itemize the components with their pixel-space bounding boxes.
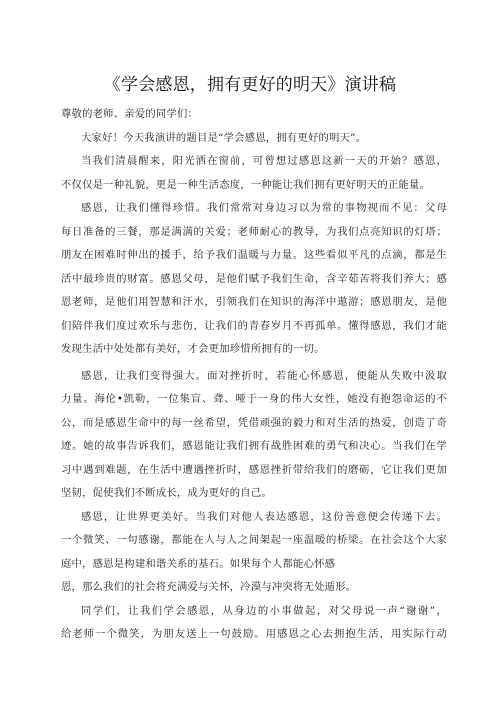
paragraph-3-line: 每日准备的三餐，那是满满的关爱；老师耐心的教导，为我们点亮知识的灯塔； [61, 225, 447, 238]
paragraph-3-line: 们陪伴我们度过欢乐与悲伤，让我们的青春岁月不再孤单。懂得感恩，我们才能 [61, 319, 447, 332]
paragraph-4-line: 坚韧，促使我们不断成长，成为更好的自己。 [61, 487, 272, 499]
document-title: 《学会感恩，拥有更好的明天》演讲稿 [103, 75, 397, 95]
paragraph-4-line: 力量。海伦•凯勒，一位集盲、聋、哑于一身的伟大女性，她没有抱怨命运的不 [61, 393, 447, 405]
paragraph-6-line: 给老师一个微笑，为朋友送上一句鼓励。用感恩之心去拥抱生活，用实际行动 [61, 628, 447, 640]
paragraph-1-line: 大家好！今天我演讲的题目是“学会感恩，拥有更好的明天”。 [81, 131, 367, 144]
paragraph-3-line: 发现生活中处处都有美好，才会更加珍惜所拥有的一切。 [61, 343, 325, 355]
speech-body [61, 103, 447, 647]
paragraph-5-line: 恩，那么我们的社会将充满爱与关怀，冷漠与冲突将无处遁形。 [61, 581, 357, 593]
paragraph-2-line: 不仅仅是一种礼貌，更是一种生活态度，一种能让我们拥有更好明天的正能量。 [61, 178, 431, 191]
paragraph-6-line: 同学们，让我们学会感恩，从身边的小事做起，对父母说一声“谢谢”， [81, 604, 447, 617]
paragraph-3-line: 朋友在困难时伸出的援手，给予我们温暖与力量。这些看似平凡的点滴，都是生 [61, 249, 447, 261]
paragraph-3-line: 感恩，让我们懂得珍惜。我们常常对身边习以为常的事物视而不见：父母 [81, 202, 447, 214]
paragraph-3-line: 恩老师，是他们用智慧和汗水，引领我们在知识的海洋中遨游；感恩朋友，是他 [61, 296, 447, 308]
paragraph-3-line: 活中最珍贵的财富。感恩父母，是他们赋予我们生命，含辛茹苦将我们养大；感 [61, 272, 447, 285]
paragraph-4-line: 习中遇到难题，在生活中遭遇挫折时，感恩挫折带给我们的磨砺，它让我们更加 [61, 463, 447, 476]
paragraph-4-line: 公，而是感恩生命中的每一丝希望，凭借顽强的毅力和对生活的热爱，创造了奇 [61, 416, 447, 429]
paragraph-5-line: 感恩，让世界更美好。当我们对他人表达感恩，这份善意便会传递下去。 [81, 510, 447, 523]
paragraph-5-line: 一个微笑、一句感谢，都能在人与人之间架起一座温暖的桥梁。在社会这个大家 [61, 534, 447, 546]
paragraph-4-line: 感恩，让我们变得强大。面对挫折时，若能心怀感恩，便能从失败中汲取 [81, 369, 447, 382]
paragraph-5-line: 庭中，感恩是构建和谐关系的基石。如果每个人都能心怀感 [61, 557, 336, 570]
paragraph-4-line: 迹。她的故事告诉我们，感恩能让我们拥有战胜困难的勇气和决心。当我们在学 [61, 440, 447, 452]
paragraph-2-line: 当我们清晨醒来，阳光洒在窗前，可曾想过感恩这新一天的开始？感恩， [81, 155, 447, 167]
salutation-line: 尊敬的老师、亲爱的同学们： [61, 108, 199, 120]
